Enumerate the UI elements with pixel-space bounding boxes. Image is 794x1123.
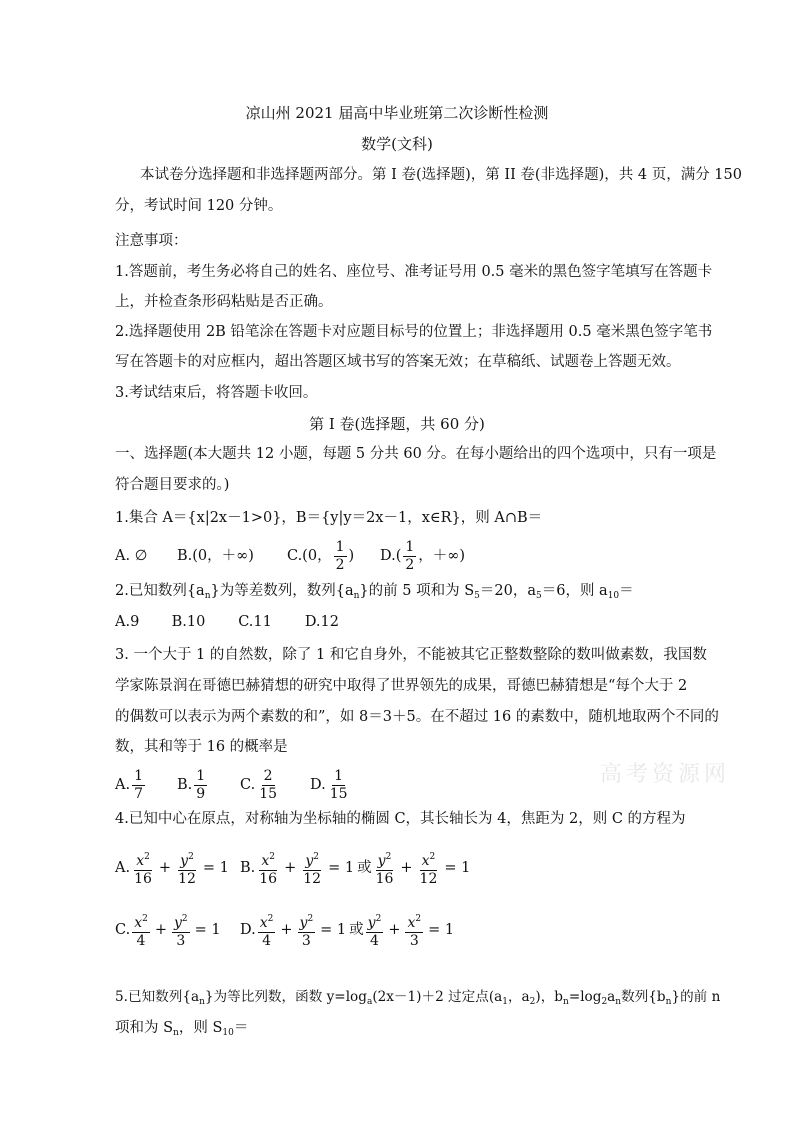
fraction: $\frac{x^2}{3}$ — [405, 911, 423, 950]
note-1b: 上，并检查条形码粘贴是否正确。 — [115, 294, 333, 310]
fraction: $\frac{x^2}{16}$ — [257, 849, 279, 888]
fraction: $\frac{1}{7}$ — [134, 767, 144, 802]
q4-option-d: D. $\frac{x^2}{4}$ + $\frac{y^2}{3}$ = 1 或 $\frac{y^2}{4}$ + $\frac{x^2}{3}$ = 1 — [240, 911, 457, 950]
fraction: $\frac{1}{15}$ — [329, 767, 348, 802]
q1-option-b: B.(0，＋∞) — [177, 548, 254, 564]
question-3-options — [115, 765, 352, 805]
question-2-options — [115, 612, 339, 632]
q4-option-a: A. $\frac{x^2}{16}$ + $\frac{y^2}{12}$ = 1 — [115, 849, 240, 888]
question-3-line-4: 数，其和等于 16 的概率是 — [115, 739, 288, 755]
fraction: $\frac{y^2}{12}$ — [301, 849, 323, 888]
section-heading-a: 一、选择题(本大题共 12 小题，每题 5 分共 60 分。在每小题给出的四个选项中，只有一项是 — [115, 446, 717, 462]
watermark-logo: 高考资源网 — [600, 762, 731, 787]
fraction: $\frac{1}{9}$ — [196, 767, 206, 802]
q2-option-c: C.11 — [238, 614, 272, 630]
notes-heading: 注意事项： — [115, 233, 188, 249]
fraction: $\frac{x^2}{4}$ — [132, 911, 150, 950]
intro-line-1: 本试卷分选择题和非选择题两部分。第 I 卷(选择题)，第 II 卷(非选择题)，共 4 页，满分 150 — [140, 167, 742, 183]
fraction: $\frac{x^2}{16}$ — [132, 849, 154, 888]
exam-subtitle: 数学(文科) — [361, 135, 433, 153]
question-4-row-2 — [115, 908, 457, 952]
q4-option-b: B. $\frac{x^2}{16}$ + $\frac{y^2}{12}$ = 1 或 $\frac{y^2}{16}$ + $\frac{x^2}{12}$ = 1 — [240, 849, 473, 888]
note-2b: 写在答题卡的对应框内，超出答题区域书写的答案无效；在草稿纸、试题卷上答题无效。 — [115, 354, 681, 370]
question-3-line-3: 的偶数可以表示为两个素数的和”，如 8＝3＋5。在不超过 16 的素数中，随机地取两个不同的 — [115, 709, 719, 725]
fraction: $\frac{y^2}{12}$ — [176, 849, 198, 888]
q1-option-c: C.(0， $\frac{1}{2}$ ) — [287, 538, 355, 573]
q1-option-a: A. ∅ — [115, 548, 148, 564]
fraction: $\frac{y^2}{3}$ — [172, 911, 190, 950]
fraction: $\frac{x^2}{4}$ — [258, 911, 276, 950]
q1-option-d: D.( $\frac{1}{2}$ ，＋∞) — [380, 538, 466, 573]
fraction: $\frac{1}{2}$ — [405, 538, 415, 573]
fraction: $\frac{y^2}{3}$ — [298, 911, 316, 950]
q3-option-d: D. $\frac{1}{15}$ — [310, 767, 348, 802]
fraction: $\frac{y^2}{4}$ — [366, 911, 384, 950]
q3-option-c: C. $\frac{2}{15}$ — [240, 767, 278, 802]
q3-option-b: B. $\frac{1}{9}$ — [177, 767, 206, 802]
question-2-stem: 2.已知数列$\{a_n\}$为等差数列，数列$\{a_n\}$的前 5 项和为 $S_5=20$，$a_5=6$，则 $a_{10}=$ — [115, 583, 634, 601]
note-1a: 1.答题前，考生务必将自己的姓名、座位号、准考证号用 0.5 毫米的黑色签字笔填写在答题卡 — [115, 264, 713, 280]
fraction: $\frac{x^2}{12}$ — [418, 849, 440, 888]
question-1-stem: 1.集合 A＝{x|2x－1>0}，B＝{y|y＝2x－1，x∈R}，则 A∩B＝ — [115, 510, 543, 526]
note-3: 3.考试结束后，将答题卡收回。 — [115, 385, 318, 401]
fraction: $\frac{y^2}{16}$ — [374, 849, 396, 888]
question-3-line-2: 学家陈景润在哥德巴赫猜想的研究中取得了世界领先的成果，哥德巴赫猜想是“每个大于 2 — [115, 678, 688, 694]
question-5-line-1: 5.已知数列$\{a_n\}$为等比列数，函数 $y=\log_a(2x-1)+2$ 过定点($a_1$，$a_2$)，$b_n=\log_2a_n$数列$\{b_n\}$的前 n — [115, 989, 721, 1007]
fraction: $\frac{2}{15}$ — [259, 767, 278, 802]
fraction: $\frac{1}{2}$ — [335, 538, 345, 573]
question-3-line-1: 3. 一个大于 1 的自然数，除了 1 和它自身外，不能被其它正整数整除的数叫做素数，我国数 — [115, 647, 707, 663]
q2-option-a: A.9 — [115, 614, 140, 630]
section-heading-b: 符合题目要求的。) — [115, 477, 230, 493]
section-title: 第 I 卷(选择题，共 60 分) — [309, 415, 485, 433]
question-4-row-1 — [115, 846, 473, 890]
q4-option-c: C. $\frac{x^2}{4}$ + $\frac{y^2}{3}$ = 1 — [115, 911, 240, 950]
note-2a: 2.选择题使用 2B 铅笔涂在答题卡对应题目标号的位置上；非选择题用 0.5 毫米黑色签字笔书 — [115, 324, 713, 340]
intro-line-2: 分，考试时间 120 分钟。 — [115, 198, 283, 214]
q3-option-a: A. $\frac{1}{7}$ — [115, 767, 144, 802]
question-4-stem: 4.已知中心在原点，对称轴为坐标轴的椭圆 C，其长轴长为 4，焦距为 2，则 C 的方程为 — [115, 811, 686, 827]
question-5-line-2: 项和为 $S_n$，则 $S_{10}=$ — [115, 1020, 249, 1038]
q2-option-d: D.12 — [304, 614, 339, 630]
question-1-options — [115, 538, 465, 574]
q2-option-b: B.10 — [171, 614, 206, 630]
exam-title: 凉山州 2021 届高中毕业班第二次诊断性检测 — [245, 104, 549, 122]
